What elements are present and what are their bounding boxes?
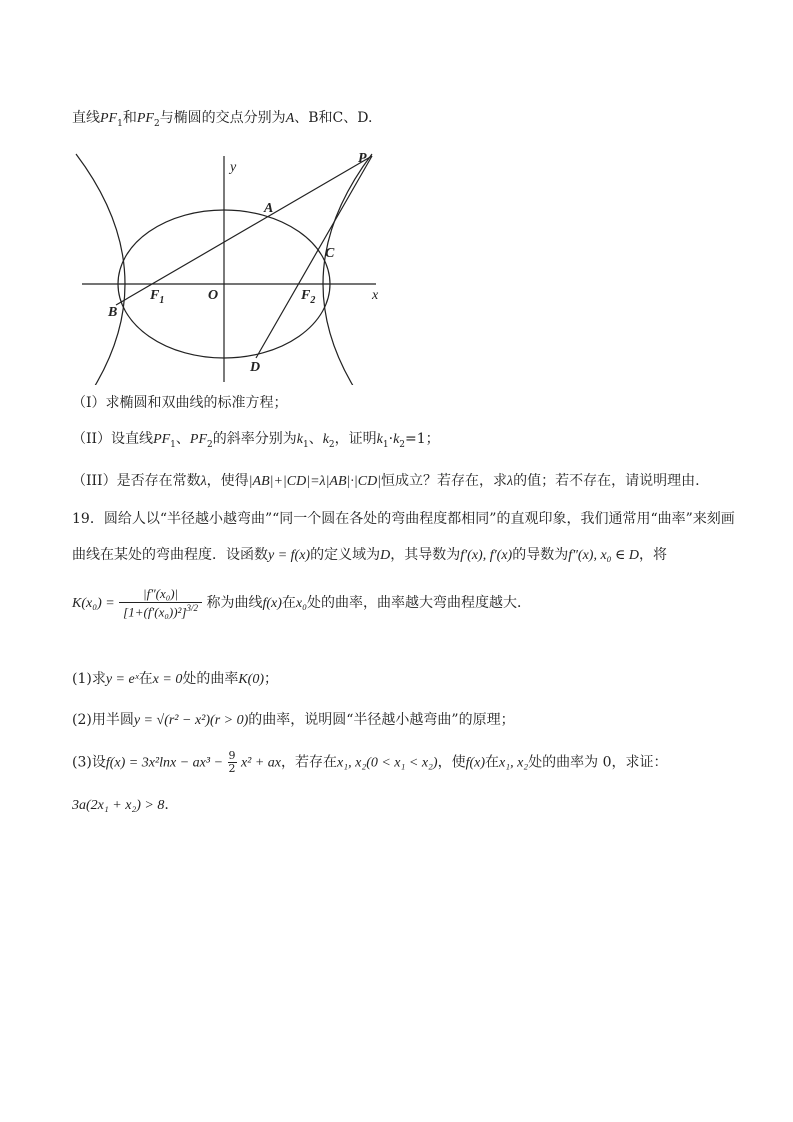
formula-fx: f(x) [262,596,282,612]
q18-part3-formula: |AB|+|CD|=λ|AB|·|CD| [248,474,382,489]
intro-suffix: 与椭圆的交点分别为 [159,110,286,126]
q18-part2-pf2: PF [189,432,208,447]
q19-line2 [72,545,667,566]
label-x: x [372,288,379,303]
q19-p1-x: x = 0 [152,672,183,687]
label-p: P [358,151,367,166]
label-d: D [250,360,261,375]
q19-conclusion-end: . [164,797,169,813]
q19-p1-text-d: ； [264,671,279,687]
formula-text-b: 在 [281,595,296,612]
q18-lambda: λ [200,474,207,489]
formula-x0: x₀ [295,596,308,612]
q18-part3: （III）是否存在常数λ，使得|AB|+|CD|=λ|AB|·|CD|恒成立？若存在，求λ的值；若不存在，请说明理由. [72,473,700,489]
q19-line2-text-e: ，将 [639,547,668,563]
q18-part3-text-b: ，使得 [206,473,249,489]
q19-line2-text-c: ，其导数为 [390,547,461,563]
intro-pf1-sub: 1 [117,118,123,129]
q18-part2: （II）设直线$PF_1$、$PF_2$的斜率分别为$k_1$、$k_2$，证明$k_1\cdot k_2=1$； [72,431,440,450]
q18-part2-text-a: （II）设直线 [72,431,154,447]
formula-text-c: 处的曲率，曲率越大弯曲程度越大． [307,595,532,612]
q19-conclusion-formula: 3a(2x₁ + x₂) > 8 [72,798,165,813]
q19-line2-text-d: 的导数为 [512,547,569,563]
formula-numerator: |f″(x₀)| [119,586,202,603]
q19-line2-domain: D [380,548,391,563]
ellipse-hyperbola-figure [70,140,390,385]
q19-p3-fx: f(x) [465,755,486,771]
label-f1: $F_1$ [150,288,165,306]
q19-p3-func-b: x² + ax [240,755,282,771]
formula-denominator-base: [1+(f′(x₀))²] [123,604,187,620]
q18-part2-text-b: 的斜率分别为 [212,431,297,447]
q19-line2-deriv2: f″(x), x₀ ∈ D [568,548,640,563]
q18-part1: （I）求椭圆和双曲线的标准方程； [72,395,288,411]
q18-part2-sep: 、 [175,431,190,447]
label-a: A [264,201,274,216]
intro-point-a: A [285,111,295,126]
intro-line [72,108,372,134]
formula-text-a: 称为曲线 [206,595,263,612]
q19-line2-text-b: 的定义域为 [310,547,381,563]
intro-rest: 、B和C、D. [294,110,373,126]
q19-p1-text-c: 处的曲率 [182,671,239,687]
q19-part3 [72,750,668,775]
q19-line2-deriv: f′(x), f′(x) [460,548,513,563]
q18-part2-pf1: PF [153,432,171,447]
q19-conclusion [72,795,169,816]
q19-p1-text-b: 在 [138,671,153,687]
q19-p2-func: y = √(r² − x²) [133,713,211,728]
q19-p3-text-c: ，使 [437,754,466,771]
q19-p1-text-a: (1)求 [72,671,106,687]
q19-p3-text-e: 处的曲率为 0，求证： [528,754,668,771]
q19-p3-func-a: f(x) = 3x²lnx − ax³ − [105,755,224,771]
intro-prefix: 直线 [72,110,100,126]
q19-p3-fraction [228,750,237,775]
q19-part2 [72,710,515,731]
hyperbola-right-branch [323,154,372,385]
q19-p3-vars2: x₁, x₂ [499,755,529,771]
q19-p3-text-d: 在 [485,754,500,771]
q19-p3-vars: x₁, x₂(0 < x₁ < x₂) [337,755,438,771]
q19-p3-text-b: ，若存在 [281,754,338,771]
q19-p3-frac-num: 9 [228,749,236,762]
formula-exponent: 3/2 [186,603,199,613]
q19-part1 [72,669,278,690]
label-f2: $F_2$ [301,288,316,306]
q18-part2-end: ； [425,431,440,447]
line-pf1 [116,156,372,305]
label-y: y [230,160,237,175]
q19-p1-func: y = eˣ [105,672,139,687]
q19-p2-text-a: (2)用半圆 [72,712,134,728]
q19-curvature-formula [72,586,531,620]
intro-pf1: PF [100,111,118,126]
formula-fraction [119,586,202,620]
q19-line2-text-a: 曲线在某处的弯曲程度．设函数 [72,547,268,563]
intro-pf2-sub: 2 [153,118,160,129]
q19-p1-k: K(0) [238,672,265,687]
q18-part2-eq: =1 [405,431,426,447]
q19-p3-text-a: (3)设 [72,754,106,771]
intro-pf2: PF [136,111,154,126]
q19-p2-text-b: 的曲率，说明圆“半径越小越弯曲”的原理； [248,712,515,728]
label-o: O [208,288,219,303]
q18-part3-text-d: 的值；若不存在，请说明理由. [513,473,700,489]
formula-denominator [119,603,202,620]
label-c: C [325,246,335,261]
line-pf2 [256,156,372,358]
q18-part2-text-c: ，证明 [334,431,377,447]
hyperbola-left-branch [76,154,125,385]
q18-part3-text-a: （III）是否存在常数 [72,473,201,489]
formula-lhs: K(x₀) = [72,596,115,612]
q19-p3-frac-den: 2 [228,762,236,775]
q19-line2-func: y = f(x) [268,548,311,563]
q19-p2-cond: (r > 0) [210,713,249,728]
q18-part3-text-c: 恒成立？若存在，求 [381,473,508,489]
label-b: B [108,305,118,320]
intro-and: 和 [122,110,137,126]
q19-line1: 19．圆给人以“半径越小越弯曲”“同一个圆在各处的弯曲程度都相同”的直观印象，我们通常用“曲率”来刻画 [72,511,735,527]
